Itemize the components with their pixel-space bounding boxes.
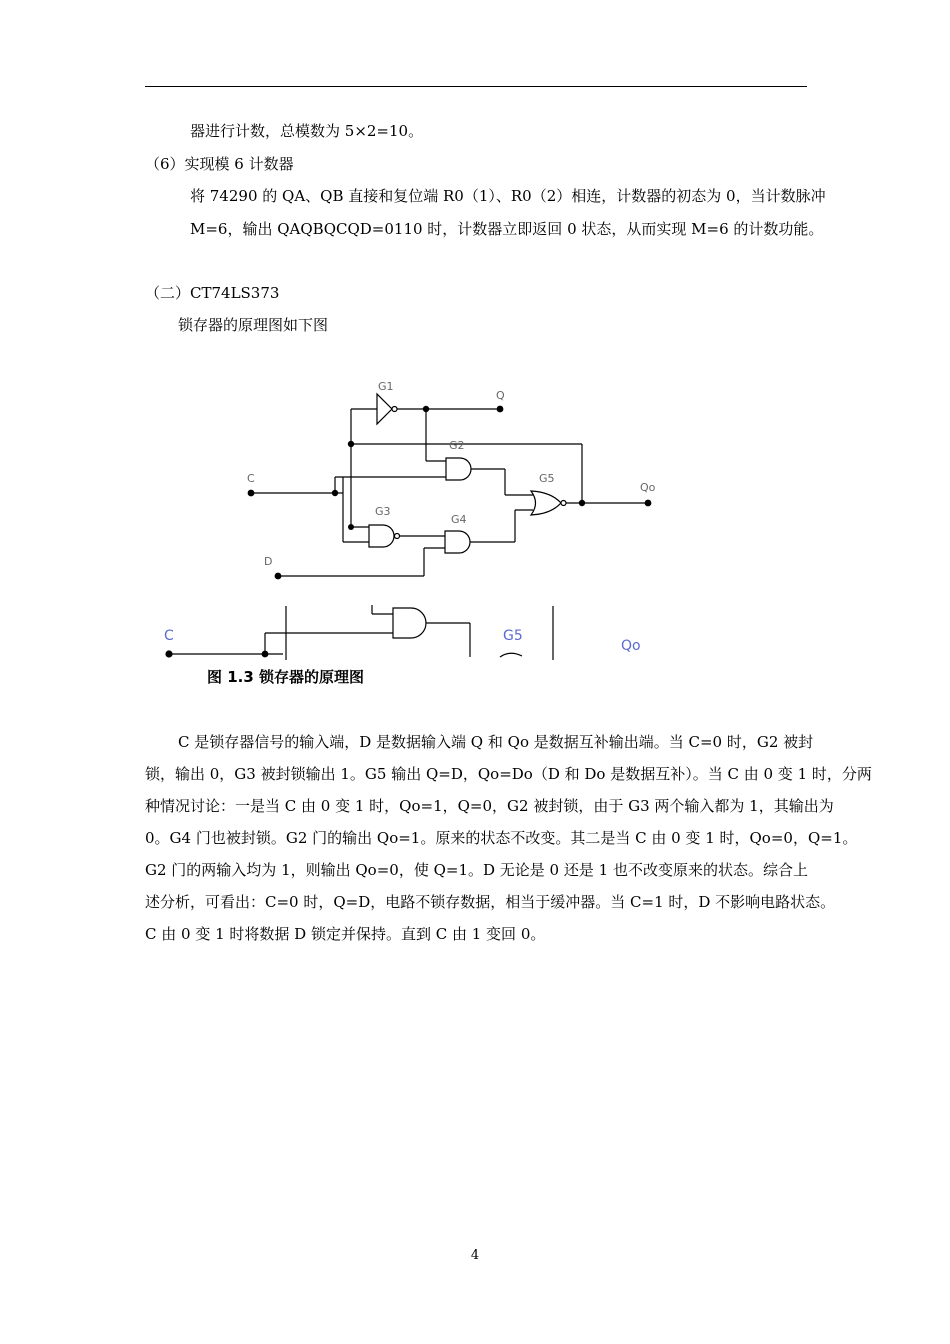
g4-gate <box>445 531 470 553</box>
label-c: C <box>247 472 255 485</box>
body-line-6: 述分析，可看出：C=0 时，Q=D，电路不锁存数据，相当于缓冲器。当 C=1 时，D 不影响电路状态。 <box>145 893 836 911</box>
label-g4: G4 <box>451 513 467 526</box>
g1-bubble <box>392 407 397 412</box>
figure-intro: 锁存器的原理图如下图 <box>178 316 329 334</box>
label-qo: Qo <box>640 481 656 494</box>
lower-g5-fragment <box>500 653 522 657</box>
body-line-2: 锁，输出 0，G3 被封锁输出 1。G5 输出 Q=D，Qo=Do（D 和 Do 是数据互补）。当 C 由 0 变 1 时，分两 <box>145 765 872 783</box>
g2-gate <box>446 458 471 480</box>
text-line-3: 将 74290 的 QA、QB 直接和复位端 R0（1）、R0（2）相连，计数器的初态为 0，当计数脉冲 <box>190 187 826 205</box>
g1-gate <box>377 394 392 424</box>
lower-and-gate <box>393 608 426 638</box>
label-q: Q <box>496 389 505 402</box>
body-line-3: 种情况讨论：一是当 C 由 0 变 1 时，Qo=1，Q=0，G2 被封锁，由于 G3 两个输入都为 1，其输出为 <box>145 797 834 815</box>
header-rule <box>145 86 807 87</box>
subheading-mod6: （6）实现模 6 计数器 <box>145 155 294 173</box>
label-d: D <box>264 555 273 568</box>
label-g3: G3 <box>375 505 391 518</box>
body-line-1: C 是锁存器信号的输入端，D 是数据输入端 Q 和 Qo 是数据互补输出端。当 C=0 时，G2 被封 <box>178 733 814 751</box>
body-line-7: C 由 0 变 1 时将数据 D 锁定并保持。直到 C 由 1 变回 0。 <box>145 925 546 943</box>
section-heading: （二）CT74LS373 <box>145 284 280 302</box>
text-line-1: 器进行计数，总模数为 5×2=10。 <box>190 122 424 140</box>
body-line-5: G2 门的两输入均为 1，则输出 Qo=0，使 Q=1。D 无论是 0 还是 1 也不改变原来的状态。综合上 <box>145 861 808 879</box>
g5-gate <box>531 491 561 515</box>
text-line-4: M=6，输出 QAQBQCQD=0110 时，计数器立即返回 0 状态，从而实现 M=6 的计数功能。 <box>190 220 824 238</box>
label-g2: G2 <box>449 439 465 452</box>
latch-circuit-diagram <box>0 370 950 690</box>
label-g5: G5 <box>539 472 555 485</box>
label-g5-lower: G5 <box>503 628 523 644</box>
label-c-lower: C <box>164 628 174 644</box>
page-number: 4 <box>470 1248 480 1263</box>
figure-caption: 图 1.3 锁存器的原理图 <box>207 668 365 686</box>
label-qo-lower: Qo <box>621 638 641 654</box>
body-line-4: 0。G4 门也被封锁。G2 门的输出 Qo=1。原来的状态不改变。其二是当 C 由 0 变 1 时，Qo=0，Q=1。 <box>145 829 858 847</box>
g3-gate <box>369 525 394 547</box>
label-g1: G1 <box>378 380 394 393</box>
